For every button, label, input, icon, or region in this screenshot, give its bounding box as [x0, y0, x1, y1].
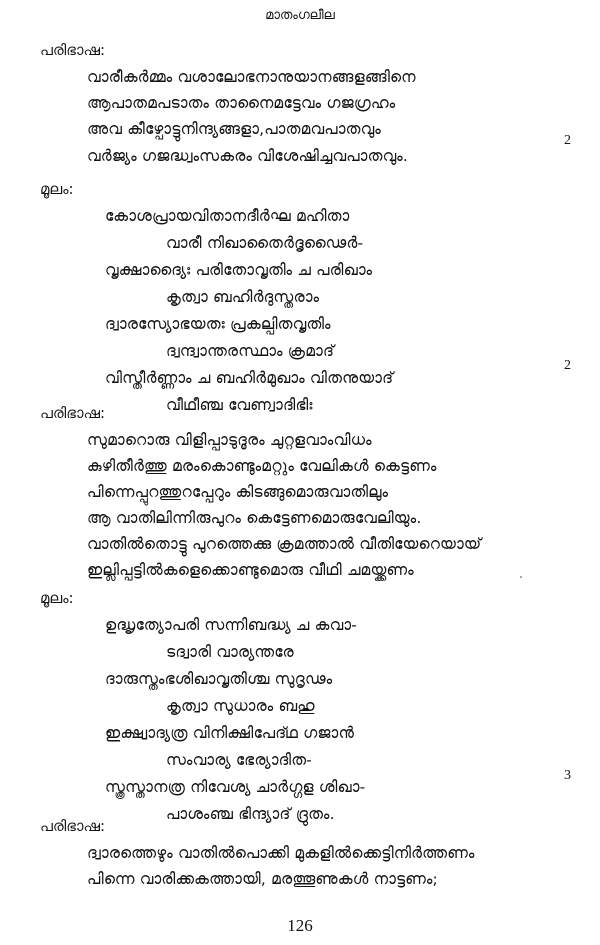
- scan-speck: [520, 576, 522, 578]
- verse-line: വാരീകർമ്മം വശാലോഭനാനുയാനങ്ങളങ്ങിനെ: [87, 68, 416, 86]
- verse-line: ദ്വന്ദ്വാന്തരസ്ഥാം ക്രമാദ്: [166, 342, 335, 360]
- section-heading-translation: പരിഭാഷ:: [40, 817, 105, 835]
- verse-line: ദാരുസ്തംഭശിഖാവൃതിശ്ച സുദൃഢം: [105, 670, 333, 688]
- verse-number: 2: [564, 358, 571, 373]
- verse-line: സുമാറൊരു വിളിപ്പാടുദൂരം ചുറ്റളവാംവിധം: [87, 431, 372, 449]
- verse-line: ഉദ്ധൃത്യോപരി സന്നിബദ്ധ്യ ച കവാ-: [105, 616, 358, 634]
- verse-line: ഇക്ഷ്വാദ്യത്ര വിനിക്ഷിപേദ്ഥ ഗജാൻ: [105, 724, 355, 742]
- verse-line: ഇല്ലിപ്പട്ടിൽകളെക്കൊണ്ടുമൊരു വീഥി ചമയ്ക്കണം: [87, 561, 414, 579]
- verse-line: വീഥീഞ്ച വേണ്വാദിഭിഃ: [166, 396, 313, 414]
- verse-line: വാതിൽതൊട്ടു പുറത്തെക്കു ക്രമത്താൽ വീതിയേറെയായ്: [87, 535, 482, 553]
- verse-line: പിന്നെപ്പുറത്തുറപ്പേറും കിടങ്ങുമൊരുവാതിലും: [87, 483, 389, 501]
- verse-line: വർജ്യം ഗജദ്ധ്വംസകരം വിശേഷിച്ചവപാതവും.: [87, 147, 409, 165]
- verse-line: വിസ്തീർണ്ണാം ച ബഹിർമുഖാം വിതനുയാദ്: [105, 369, 394, 387]
- section-heading-translation: പരിഭാഷ:: [40, 404, 105, 422]
- verse-line: ദ്വാരസ്യോഭയതഃ പ്രകല്പിതവൃതിം: [105, 315, 331, 333]
- verse-line: ആ വാതിലിന്നിരുപുറം കെട്ടേണമൊരുവേലിയും.: [87, 509, 422, 527]
- verse-line: കുഴിതീർത്തു മരംകൊണ്ടുംമറ്റും വേലികൾ കെട്ടണം: [87, 457, 437, 475]
- verse-line: ടദ്വാരി വാര്യന്തരേ: [166, 643, 294, 661]
- verse-line: കോശപ്രായവിതാനദീർഘ മഹിതാ: [105, 207, 350, 225]
- verse-line: സംവാര്യ ഭേര്യാദിത-: [166, 751, 312, 769]
- page-number: 126: [287, 916, 313, 935]
- section-heading-translation: പരിഭാഷ:: [40, 41, 105, 59]
- verse-number: 2: [564, 133, 571, 148]
- verse-line: ദ്വാരത്തെഴും വാതിൽപൊക്കി മുകളിൽക്കെട്ടിനിർത്തണം: [87, 844, 475, 862]
- verse-line: പാശംഞ്ച ഭിന്ദ്യാദ് ദ്രുതം.: [166, 805, 335, 823]
- verse-line: ആപാതമപടാതം താനൈമട്ടേവം ഗജഗ്രഹം: [87, 94, 396, 112]
- verse-line: അവ കീഴ്പോട്ടുനിന്ദ്യങ്ങളാ,പാതമവപാതവും: [87, 120, 381, 138]
- running-head: മാതംഗലീല: [265, 8, 335, 23]
- verse-line: വാരീ നിഖാതൈർദ്ദൃഢൈർ-: [166, 234, 364, 252]
- verse-line: വൃക്ഷാദ്യൈഃ പരിതോവൃതിം ച പരിഖാം: [105, 261, 373, 279]
- section-heading-original: മൂലം:: [40, 589, 74, 607]
- verse-line: കൃത്വാ ബഹിർദുസ്തരാം: [166, 288, 320, 306]
- verse-line: കൃത്വാ സുധാരം ബഹു: [166, 697, 315, 715]
- verse-line: സ്ത്രസ്താനത്ര നിവേശ്യ ചാർഗ്ഗള ശിഖാ-: [105, 778, 366, 796]
- section-heading-original: മൂലം:: [40, 180, 74, 198]
- verse-line: പിന്നെ വാരിക്കകത്തായി, മരത്തൂണുകൾ നാട്ടണം;: [87, 870, 438, 888]
- verse-number: 3: [564, 768, 571, 783]
